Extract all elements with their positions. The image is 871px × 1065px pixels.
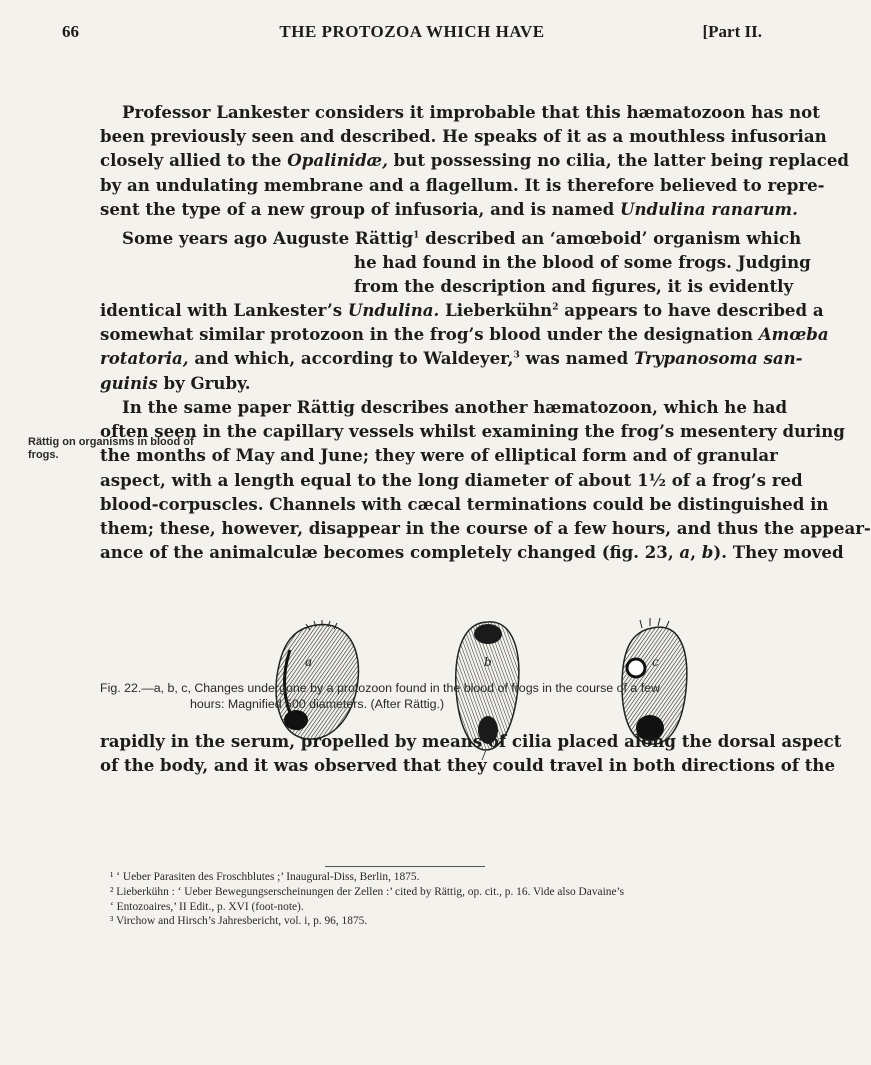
footnote: ² Lieberkühn : ‘ Ueber Bewegungserscheinungen der Zellen :’ cited by Rättig, op. cit., p. 16. Vide also Davaine’s [110, 885, 625, 898]
caption-line: hours: Magnified 500 diameters. (After Rättig.) [190, 697, 445, 711]
text-line: he had found in the blood of some frogs. Judging [354, 252, 811, 272]
text-line: Professor Lankester considers it improbable that this hæmatozoon has not [122, 102, 820, 122]
text-line: identical with Lankester’s Undulina. Lieberkühn$^2$ appears to have described a [100, 300, 824, 320]
footnote-ref: 3 [513, 350, 520, 361]
text-line: somewhat similar protozoon in the frog’s blood under the designation Amœba [100, 324, 829, 345]
text-line: sent the type of a new group of infusoria, and is named Undulina ranarum. [100, 198, 798, 219]
text-line: aspect, with a length equal to the long diameter of about 1½ of a frog’s red [100, 469, 803, 490]
figure-label-c: c [652, 655, 659, 669]
paragraph-lankester [100, 100, 850, 221]
text-line: blood-corpuscles. Channels with cæcal terminations could be distinguished in [100, 493, 829, 514]
figure-label-b: b [484, 655, 492, 669]
margin-note-line: frogs. [28, 449, 59, 461]
footnote: ¹ ‘ Ueber Parasiten des Froschblutes ;’ Inaugural-Diss, Berlin, 1875. [110, 871, 420, 883]
paragraph-rattig [100, 226, 802, 250]
taxon-name: Undulina ranarum. [620, 198, 798, 219]
text-line: closely allied to the Opalinidæ, but possessing no cilia, the latter being replaced [100, 150, 850, 171]
page-number: 66 [62, 22, 79, 41]
caption-line: Fig. 22.—a, b, c, Changes undergone by a protozoon found in the blood of frogs in the course of a few [100, 681, 661, 695]
footnote: ‘ Entozoaires,’ II Edit., p. XVI (foot-note). [110, 900, 304, 913]
part-label: [Part II. [702, 22, 762, 41]
text-line: ance of the animalculæ becomes completely changed (fig. 23, a, b). They moved [100, 542, 844, 563]
footnote-rule [325, 866, 485, 867]
text-line: the months of May and June; they were of elliptical form and of granular [100, 445, 778, 466]
text-line: rotatoria, and which, according to Waldeyer,$^3$ was named Trypanosoma san- [100, 348, 803, 369]
running-header [62, 22, 762, 44]
text-line: In the same paper Rättig describes another hæmatozoon, which he had [122, 397, 788, 417]
text-line: guinis by Gruby. [100, 372, 251, 393]
paragraph-rattig-cont [100, 298, 829, 395]
running-title: THE PROTOZOA WHICH HAVE [279, 22, 545, 41]
paragraph-haematozoon [100, 395, 871, 564]
text-line: rapidly in the serum, propelled by means of cilia placed along the dorsal aspect [100, 731, 842, 751]
figure-label-a: a [305, 655, 313, 669]
text-line: often seen in the capillary vessels whilst examining the frog’s mesentery during [100, 421, 845, 442]
text-line: Some years ago Auguste Rättig$^1$ described an ‘amœboid’ organism which [122, 228, 802, 248]
text-line: from the description and figures, it is evidently [354, 276, 794, 297]
text-line: been previously seen and described. He speaks of it as a mouthless infusorian [100, 126, 827, 147]
footnote-ref: 2 [552, 302, 559, 313]
footnote: ³ Virchow and Hirsch’s Jahresbericht, vol. i, p. 96, 1875. [110, 915, 368, 928]
footnotes [110, 870, 750, 929]
figure-caption [100, 680, 760, 712]
text-line: them; these, however, disappear in the course of a few hours, and thus the appear- [100, 518, 871, 539]
margin-note-line: Rättig on organisms in blood of [28, 436, 194, 448]
footnote-ref: 1 [413, 230, 420, 241]
paragraph-rattig-wrap [354, 250, 811, 298]
text-line: by an undulating membrane and a flagellum. It is therefore believed to repre- [100, 174, 825, 195]
paragraph-motion [100, 729, 842, 777]
text-line: of the body, and it was observed that they could travel in both directions of the [100, 755, 836, 776]
taxon-name: Opalinidæ, [287, 150, 388, 171]
